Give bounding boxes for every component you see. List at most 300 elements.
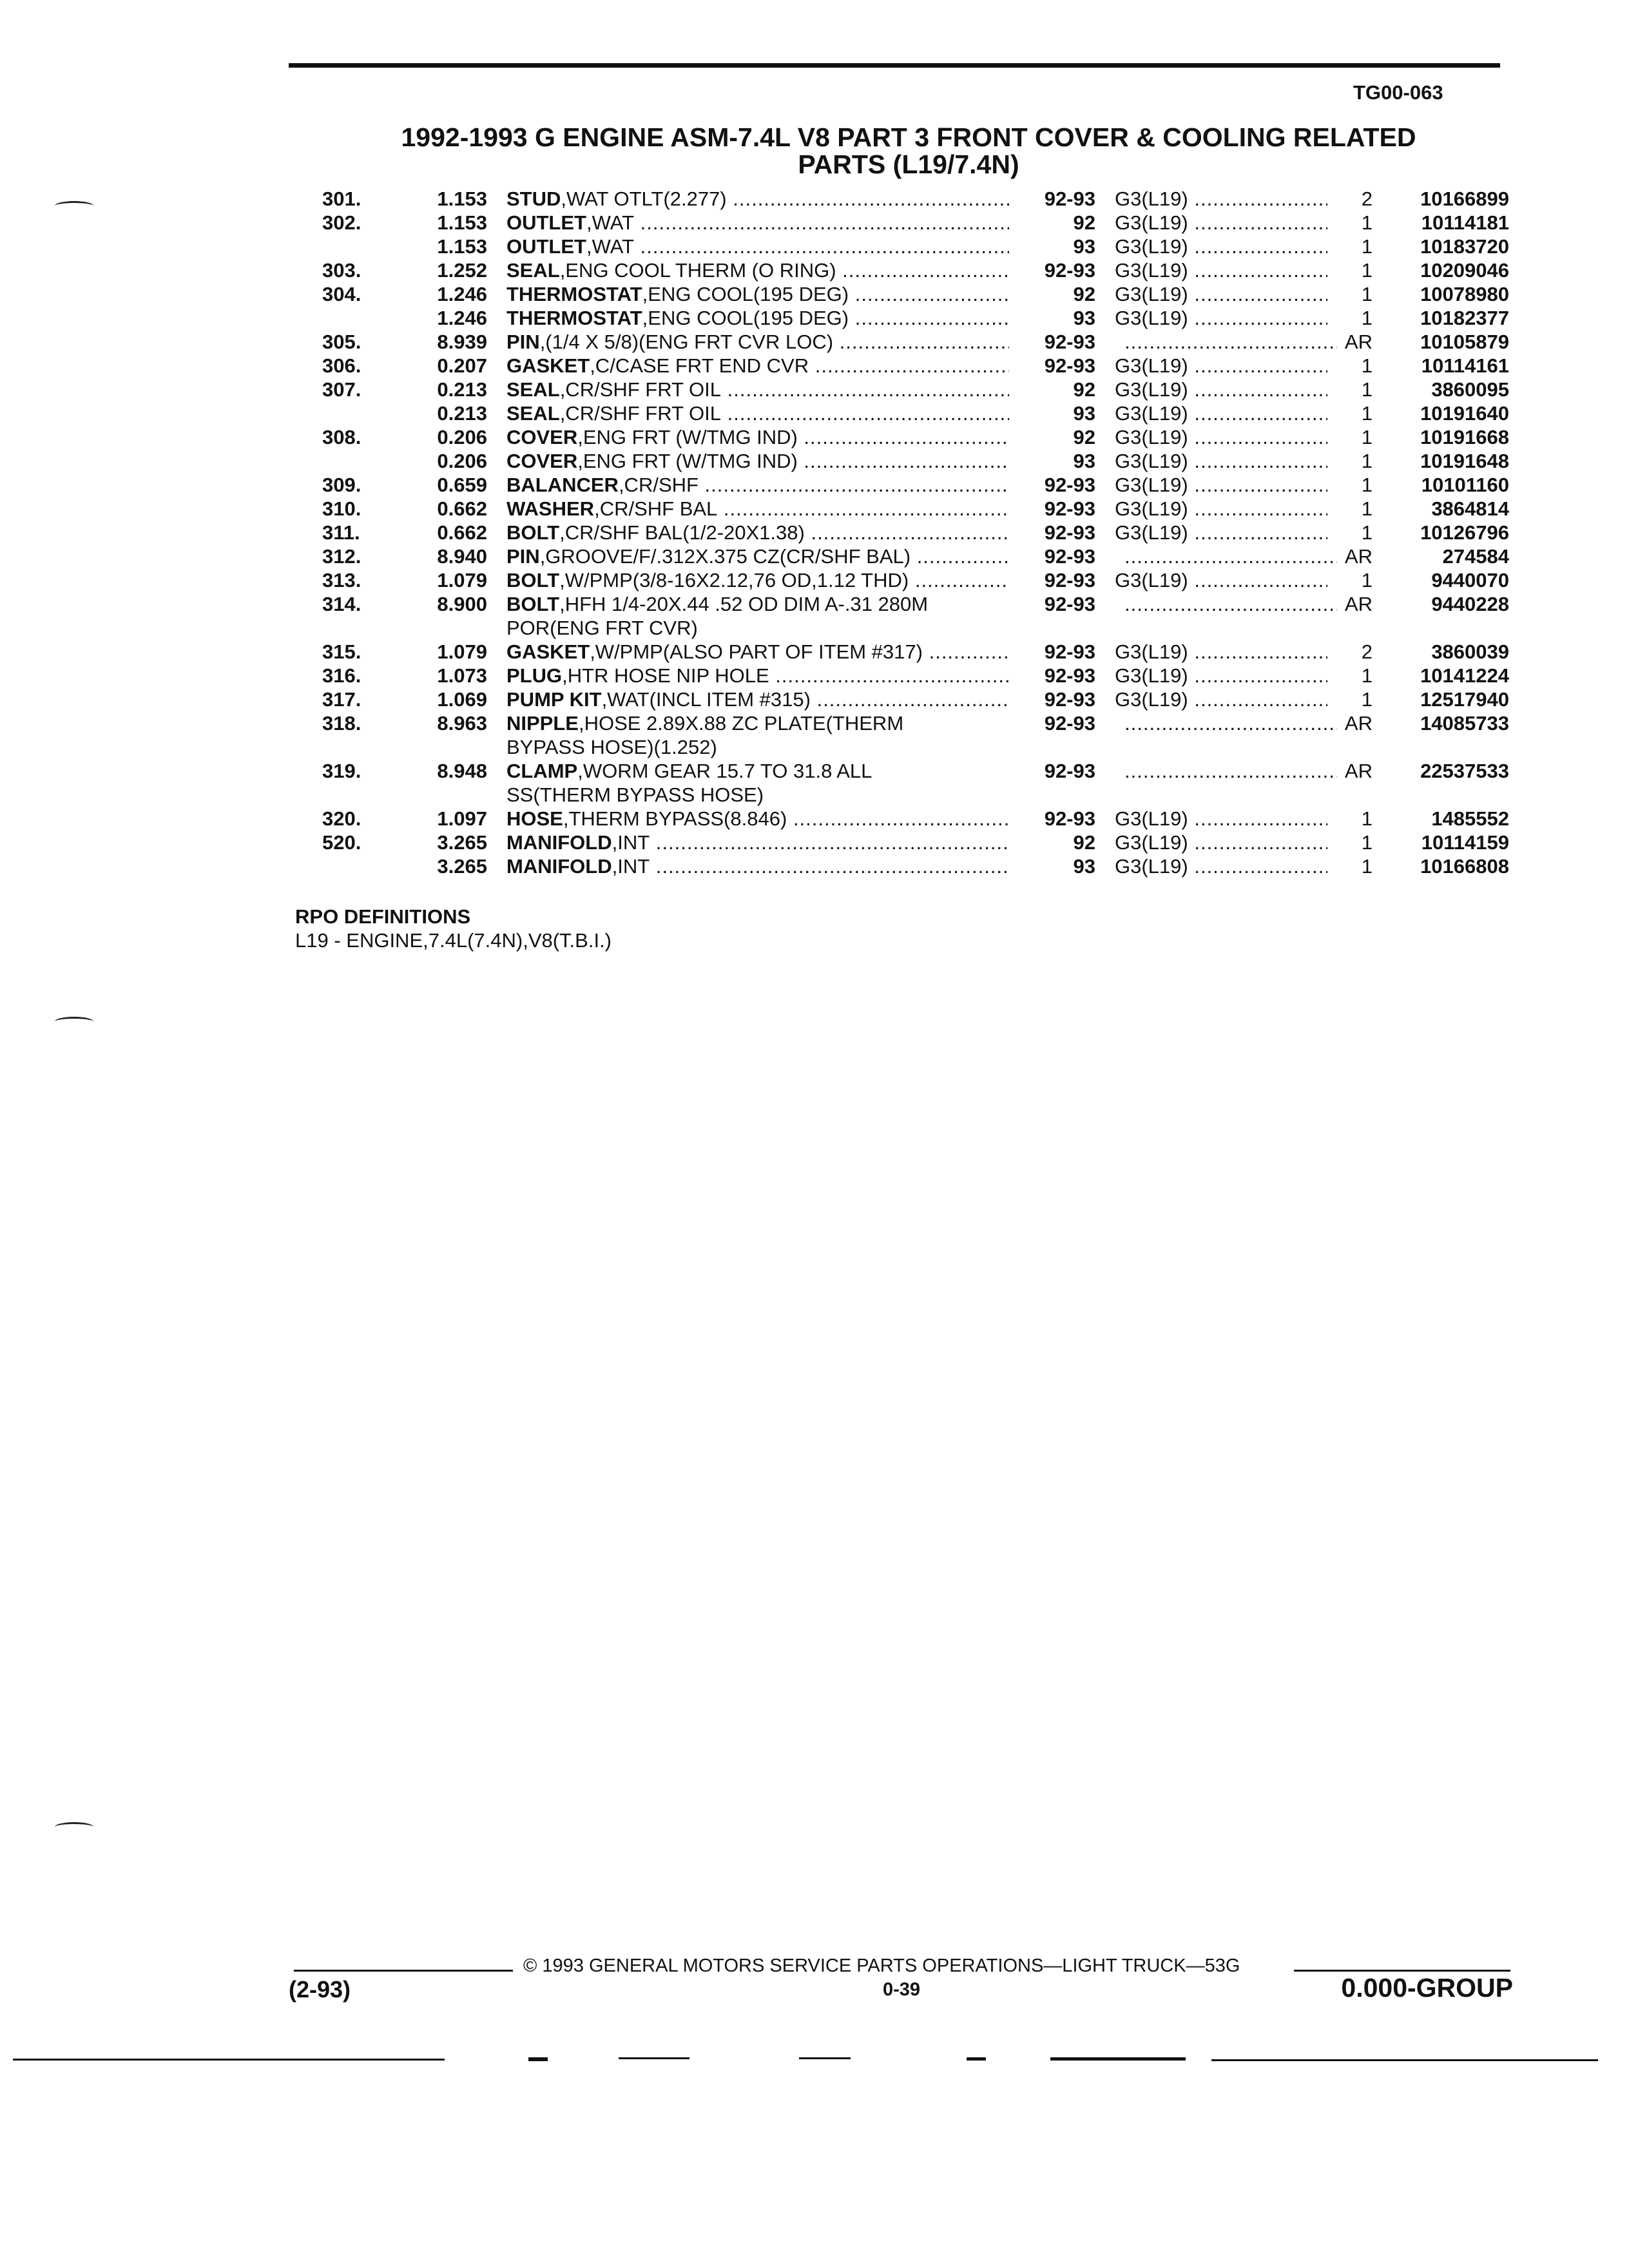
leader-dots [849, 283, 1009, 305]
page-title [290, 124, 1527, 178]
part-detail: ,INT [612, 831, 650, 854]
quantity: 1 [1361, 307, 1373, 329]
part-number: 3860039 [1431, 640, 1509, 663]
model-years: 93 [1073, 235, 1095, 258]
model-years: 92-93 [1044, 474, 1095, 496]
quantity: 1 [1361, 211, 1373, 234]
model-code [1115, 640, 1327, 664]
part-number: 10141224 [1420, 664, 1509, 687]
part-detail: ,WAT [586, 211, 635, 234]
part-detail: ,C/CASE FRT END CVR [590, 354, 809, 377]
part-number: 3860095 [1431, 378, 1509, 401]
model-years: 92-93 [1044, 497, 1095, 520]
leader-dots [634, 211, 1009, 234]
model-code-text: G3(L19) [1115, 569, 1188, 591]
part-name: HOSE [506, 807, 563, 830]
model-code-text: G3(L19) [1115, 211, 1188, 234]
group-number: 0.213 [437, 378, 487, 401]
part-detail: ,CR/SHF BAL [594, 497, 718, 520]
parts-row [0, 568, 1629, 592]
document-code: TG00-063 [1353, 81, 1443, 104]
part-description [506, 521, 1009, 544]
item-number: 315. [322, 640, 361, 663]
part-description [506, 592, 1009, 616]
model-code-text: G3(L19) [1115, 235, 1188, 258]
leader-dots [1188, 283, 1327, 305]
parts-row [0, 258, 1629, 282]
group-number: 1.246 [437, 283, 487, 305]
part-name: OUTLET [506, 211, 586, 234]
part-detail: ,HFH 1/4-20X.44 .52 OD DIM A-.31 280M [559, 593, 929, 615]
group-number: 1.079 [437, 569, 487, 591]
part-number: 10166899 [1420, 187, 1509, 210]
parts-row [0, 592, 1629, 616]
parts-row [0, 711, 1629, 735]
bottom-rule-4 [799, 2057, 851, 2059]
model-years: 93 [1073, 855, 1095, 878]
leader-dots [1188, 831, 1327, 854]
part-name: COVER [506, 450, 578, 472]
part-number: 3864814 [1431, 497, 1509, 520]
part-name: BOLT [506, 521, 560, 544]
rpo-heading: RPO DEFINITIONS [295, 905, 471, 928]
part-description-continued: POR(ENG FRT CVR) [506, 617, 698, 639]
model-code [1115, 449, 1327, 473]
part-detail: ,WORM GEAR 15.7 TO 31.8 ALL [577, 760, 872, 782]
item-number: 305. [322, 331, 361, 353]
leader-dots [1188, 307, 1327, 329]
model-code [1124, 544, 1337, 568]
part-number: 9440070 [1431, 569, 1509, 591]
part-detail: ,CR/SHF BAL(1/2-20X1.38) [559, 521, 805, 544]
model-years: 93 [1073, 307, 1095, 329]
leader-dots [717, 497, 1009, 520]
model-code [1115, 282, 1327, 306]
part-name: MANIFOLD [506, 855, 612, 878]
leader-dots [650, 855, 1009, 878]
quantity: 1 [1361, 855, 1373, 878]
parts-row [0, 854, 1629, 878]
parts-row [0, 330, 1629, 354]
model-years: 92 [1073, 211, 1095, 234]
model-code-text: G3(L19) [1115, 283, 1188, 305]
model-code [1115, 568, 1327, 592]
parts-row [0, 687, 1629, 711]
part-detail: ,THERM BYPASS(8.846) [563, 807, 787, 830]
item-number: 313. [322, 569, 361, 591]
leader-dots [769, 664, 1009, 687]
model-code-text: G3(L19) [1115, 521, 1188, 544]
leader-dots [699, 474, 1009, 496]
footer-rule-left [294, 1970, 513, 1972]
part-number: 10078980 [1420, 283, 1509, 305]
model-years: 92-93 [1044, 712, 1095, 735]
leader-dots [650, 831, 1009, 854]
rpo-definition: L19 - ENGINE,7.4L(7.4N),V8(T.B.I.) [295, 929, 612, 952]
footer-date: (2-93) [289, 1976, 351, 2003]
part-description [506, 378, 1009, 401]
model-years: 92-93 [1044, 664, 1095, 687]
leader-dots [811, 688, 1009, 711]
quantity: 1 [1361, 569, 1373, 591]
model-code-text: G3(L19) [1115, 688, 1188, 711]
parts-row [0, 211, 1629, 235]
item-number: 320. [322, 807, 361, 830]
leader-dots [798, 450, 1009, 472]
leader-dots [1188, 807, 1327, 830]
part-detail: ,ENG COOL THERM (O RING) [559, 259, 836, 282]
model-years: 92-93 [1044, 760, 1095, 782]
item-number: 520. [322, 831, 361, 854]
item-number: 311. [322, 521, 360, 544]
leader-dots [1188, 426, 1327, 448]
part-name: BALANCER [506, 474, 619, 496]
part-description [506, 687, 1009, 711]
group-number: 8.940 [437, 545, 487, 568]
quantity: AR [1344, 545, 1373, 568]
group-number: 0.206 [437, 450, 487, 472]
parts-row [0, 354, 1629, 378]
group-number: 1.252 [437, 259, 487, 282]
model-code [1115, 854, 1327, 878]
part-description [506, 187, 1009, 211]
part-number: 10191640 [1420, 402, 1509, 425]
part-name: STUD [506, 187, 561, 210]
part-description [506, 497, 1009, 521]
item-number: 308. [322, 426, 361, 448]
parts-row [0, 449, 1629, 473]
part-description-continued: SS(THERM BYPASS HOSE) [506, 783, 764, 806]
parts-row [0, 306, 1629, 330]
model-years: 92-93 [1044, 569, 1095, 591]
model-code [1115, 235, 1327, 258]
part-number: 274584 [1442, 545, 1509, 568]
part-detail: ,(1/4 X 5/8)(ENG FRT CVR LOC) [539, 331, 834, 353]
model-years: 92-93 [1044, 807, 1095, 830]
item-number: 303. [322, 259, 361, 282]
quantity: 1 [1361, 378, 1373, 401]
group-number: 1.079 [437, 640, 487, 663]
quantity: 2 [1361, 187, 1373, 210]
model-code [1115, 258, 1327, 282]
model-code [1115, 473, 1327, 497]
group-number: 8.948 [437, 760, 487, 782]
leader-dots [1188, 402, 1327, 425]
quantity: AR [1344, 331, 1373, 353]
model-code-text: G3(L19) [1115, 664, 1188, 687]
binder-mark-bottom [55, 1822, 93, 1832]
model-code [1115, 378, 1327, 401]
parts-row [0, 235, 1629, 258]
part-description [506, 568, 1009, 592]
part-description [506, 258, 1009, 282]
group-number: 0.206 [437, 426, 487, 448]
parts-row [0, 473, 1629, 497]
part-description [506, 664, 1009, 687]
parts-row [0, 831, 1629, 854]
bottom-rule-1 [13, 2059, 445, 2061]
group-number: 1.097 [437, 807, 487, 830]
leader-dots [798, 426, 1009, 448]
model-code-text: G3(L19) [1115, 426, 1188, 448]
part-detail: ,W/PMP(ALSO PART OF ITEM #317) [590, 640, 923, 663]
quantity: AR [1344, 760, 1373, 782]
model-code [1124, 711, 1337, 735]
part-description [506, 544, 1009, 568]
model-code [1115, 521, 1327, 544]
footer-rule-right [1294, 1970, 1510, 1972]
model-years: 92 [1073, 283, 1095, 305]
part-detail: ,GROOVE/F/.312X.375 CZ(CR/SHF BAL) [539, 545, 911, 568]
model-code [1115, 401, 1327, 425]
model-years: 93 [1073, 450, 1095, 472]
part-description [506, 401, 1009, 425]
leader-dots [1124, 331, 1337, 353]
leader-dots [1188, 497, 1327, 520]
item-number: 307. [322, 378, 361, 401]
group-number: 8.939 [437, 331, 487, 353]
group-number: 3.265 [437, 855, 487, 878]
group-number: 1.153 [437, 187, 487, 210]
model-code-text: G3(L19) [1115, 354, 1188, 377]
part-number: 9440228 [1431, 593, 1509, 615]
part-name: GASKET [506, 640, 590, 663]
item-number: 304. [322, 283, 361, 305]
leader-dots [1188, 450, 1327, 472]
part-number: 10166808 [1420, 855, 1509, 878]
model-years: 92-93 [1044, 331, 1095, 353]
model-code-text: G3(L19) [1115, 640, 1188, 663]
part-number: 10126796 [1420, 521, 1509, 544]
group-number: 1.069 [437, 688, 487, 711]
leader-dots [721, 378, 1009, 401]
item-number: 319. [322, 760, 361, 782]
model-years: 92-93 [1044, 593, 1095, 615]
part-number: 22537533 [1420, 760, 1509, 782]
leader-dots [1188, 664, 1327, 687]
quantity: 1 [1361, 402, 1373, 425]
part-detail: ,HTR HOSE NIP HOLE [562, 664, 769, 687]
header-rule [289, 63, 1500, 68]
parts-row [0, 378, 1629, 401]
part-number: 10105879 [1420, 331, 1509, 353]
parts-row [0, 664, 1629, 687]
part-name: BOLT [506, 569, 560, 591]
parts-row [0, 425, 1629, 449]
parts-row [0, 521, 1629, 544]
footer-copyright: © 1993 GENERAL MOTORS SERVICE PARTS OPERATIONS—LIGHT TRUCK—53G [523, 1956, 1240, 1976]
quantity: 1 [1361, 664, 1373, 687]
item-number: 318. [322, 712, 361, 735]
leader-dots [1188, 235, 1327, 258]
model-years: 92 [1073, 426, 1095, 448]
leader-dots [1188, 354, 1327, 377]
part-number: 10114161 [1421, 354, 1509, 377]
model-code-text: G3(L19) [1115, 187, 1188, 210]
model-code [1115, 306, 1327, 330]
part-number: 10191648 [1420, 450, 1509, 472]
leader-dots [923, 640, 1009, 663]
part-name: BOLT [506, 593, 560, 615]
part-name: PLUG [506, 664, 563, 687]
part-description [506, 807, 1009, 831]
part-detail: ,WAT(INCL ITEM #315) [601, 688, 811, 711]
model-years: 92-93 [1044, 259, 1095, 282]
part-detail: ,CR/SHF FRT OIL [559, 378, 722, 401]
part-description [506, 282, 1009, 306]
leader-dots [1188, 569, 1327, 591]
part-description [506, 854, 1009, 878]
leader-dots [909, 569, 1009, 591]
part-number: 10209046 [1420, 259, 1509, 282]
part-description [506, 759, 1009, 783]
item-number: 310. [322, 497, 361, 520]
part-detail: ,W/PMP(3/8-16X2.12,76 OD,1.12 THD) [559, 569, 909, 591]
quantity: 1 [1361, 497, 1373, 520]
part-description [506, 711, 1009, 735]
quantity: 1 [1361, 807, 1373, 830]
leader-dots [1124, 593, 1337, 615]
model-years: 92-93 [1044, 545, 1095, 568]
bottom-rule-3 [619, 2057, 689, 2059]
quantity: AR [1344, 712, 1373, 735]
leader-dots [634, 235, 1009, 258]
part-name: THERMOSTAT [506, 307, 642, 329]
item-number: 301. [322, 187, 361, 210]
leader-dots [833, 331, 1009, 353]
model-code-text: G3(L19) [1115, 450, 1188, 472]
page-title-line-2: PARTS (L19/7.4N) [798, 149, 1019, 179]
model-years: 92-93 [1044, 640, 1095, 663]
parts-row [0, 187, 1629, 211]
part-detail: ,HOSE 2.89X.88 ZC PLATE(THERM [578, 712, 904, 735]
leader-dots [721, 402, 1009, 425]
part-description [506, 473, 1009, 497]
part-description [506, 354, 1009, 378]
item-number: 302. [322, 211, 361, 234]
model-years: 92-93 [1044, 521, 1095, 544]
part-number: 14085733 [1420, 712, 1509, 735]
page-title-line-1: 1992-1993 G ENGINE ASM-7.4L V8 PART 3 FRONT COVER & COOLING RELATED [401, 122, 1416, 152]
group-number: 1.073 [437, 664, 487, 687]
part-number: 10183720 [1420, 235, 1509, 258]
quantity: 1 [1361, 354, 1373, 377]
item-number: 317. [322, 688, 361, 711]
part-description [506, 640, 1009, 664]
part-name: MANIFOLD [506, 831, 612, 854]
quantity: 1 [1361, 831, 1373, 854]
model-code [1124, 759, 1337, 783]
group-number: 8.963 [437, 712, 487, 735]
model-code [1115, 187, 1327, 211]
part-name: SEAL [506, 259, 560, 282]
model-code [1115, 211, 1327, 235]
part-detail: ,CR/SHF [618, 474, 699, 496]
part-number: 10191668 [1420, 426, 1509, 448]
binder-mark-top [55, 201, 93, 211]
model-code [1124, 330, 1337, 354]
leader-dots [1124, 712, 1337, 735]
model-years: 92 [1073, 378, 1095, 401]
quantity: 1 [1361, 235, 1373, 258]
item-number: 312. [322, 545, 361, 568]
bottom-rule-7 [1211, 2059, 1598, 2061]
part-name: PIN [506, 331, 540, 353]
model-years: 92-93 [1044, 688, 1095, 711]
part-name: NIPPLE [506, 712, 579, 735]
model-code-text: G3(L19) [1115, 497, 1188, 520]
leader-dots [1124, 760, 1337, 782]
part-description [506, 306, 1009, 330]
footer-group: 0.000-GROUP [1341, 1973, 1513, 2003]
part-name: SEAL [506, 402, 560, 425]
footer-page-number: 0-39 [883, 1979, 921, 2000]
item-number: 316. [322, 664, 361, 687]
model-code-text: G3(L19) [1115, 831, 1188, 854]
leader-dots [805, 521, 1009, 544]
part-description [506, 235, 1009, 258]
part-name: PUMP KIT [506, 688, 602, 711]
item-number: 314. [322, 593, 361, 615]
item-number: 309. [322, 474, 361, 496]
part-number: 10114159 [1421, 831, 1509, 854]
model-code [1115, 664, 1327, 687]
part-description [506, 449, 1009, 473]
leader-dots [836, 259, 1009, 282]
group-number: 0.659 [437, 474, 487, 496]
part-number: 10101160 [1421, 474, 1509, 496]
group-number: 0.662 [437, 497, 487, 520]
part-name: OUTLET [506, 235, 586, 258]
parts-row [0, 640, 1629, 664]
part-number: 12517940 [1420, 688, 1509, 711]
part-detail: ,CR/SHF FRT OIL [559, 402, 722, 425]
model-years: 92-93 [1044, 354, 1095, 377]
bottom-rule-2 [528, 2057, 548, 2061]
model-code [1115, 807, 1327, 831]
part-name: CLAMP [506, 760, 578, 782]
model-years: 92-93 [1044, 187, 1095, 210]
model-years: 92 [1073, 831, 1095, 854]
leader-dots [1188, 640, 1327, 663]
part-detail: ,INT [612, 855, 650, 878]
part-detail: ,ENG FRT (W/TMG IND) [577, 450, 798, 472]
leader-dots [1188, 259, 1327, 282]
model-code [1115, 354, 1327, 378]
group-number: 1.246 [437, 307, 487, 329]
model-code-text: G3(L19) [1115, 259, 1188, 282]
part-detail: ,ENG COOL(195 DEG) [642, 283, 849, 305]
leader-dots [1188, 688, 1327, 711]
quantity: 1 [1361, 450, 1373, 472]
quantity: 1 [1361, 688, 1373, 711]
leader-dots [1188, 187, 1327, 210]
part-detail: ,WAT OTLT(2.277) [561, 187, 727, 210]
part-detail: ,WAT [586, 235, 635, 258]
group-number: 0.213 [437, 402, 487, 425]
part-number: 1485552 [1431, 807, 1509, 830]
quantity: 2 [1361, 640, 1373, 663]
leader-dots [1124, 545, 1337, 568]
group-number: 3.265 [437, 831, 487, 854]
group-number: 0.207 [437, 354, 487, 377]
quantity: 1 [1361, 521, 1373, 544]
part-name: PIN [506, 545, 540, 568]
model-code [1115, 425, 1327, 449]
model-code-text: G3(L19) [1115, 474, 1188, 496]
part-name: SEAL [506, 378, 560, 401]
quantity: 1 [1361, 426, 1373, 448]
